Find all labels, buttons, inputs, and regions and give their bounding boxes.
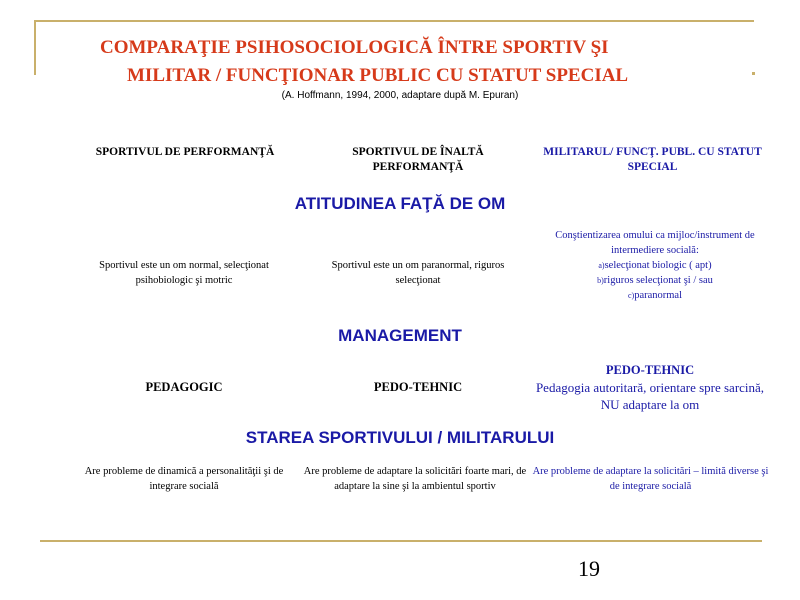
management-cell-high-performance: PEDO-TEHNIC bbox=[373, 380, 463, 394]
column-header-high-performance: SPORTIVUL DE ÎNALTĂ PERFORMANŢĂ bbox=[352, 146, 484, 173]
frame-bottom-line bbox=[40, 540, 762, 542]
item-text: paranormal bbox=[634, 290, 683, 301]
section-heading-attitude: ATITUDINEA FAŢĂ DE OM bbox=[294, 194, 506, 213]
item-text: selecţionat biologic ( apt) bbox=[604, 260, 712, 271]
section-heading-management: MANAGEMENT bbox=[338, 326, 462, 345]
item-marker: a) bbox=[598, 261, 605, 270]
section-heading-state: STAREA SPORTIVULUI / MILITARULUI bbox=[245, 428, 555, 447]
attitude-military-item-c bbox=[540, 288, 770, 303]
column-header-performance: SPORTIVUL DE PERFORMANŢĂ bbox=[95, 146, 275, 158]
management-military-text: Pedagogia autoritară, orientare spre sarcină, NU adaptare la om bbox=[535, 380, 765, 412]
slide-title-line-2: MILITAR / FUNCŢIONAR PUBLIC CU STATUT SPECIAL bbox=[127, 65, 629, 86]
column-header-military: MILITARUL/ FUNCŢ. PUBL. CU STATUT SPECIAL bbox=[543, 146, 762, 173]
attitude-military-item-b bbox=[540, 273, 770, 288]
state-cell-military: Are probleme de adaptare la solicitări – limită diverse şi de integrare socială bbox=[532, 466, 769, 492]
attitude-military-intro: Conştientizarea omului ca mijloc/instrument de intermediere socială: bbox=[555, 230, 755, 256]
source-citation: (A. Hoffmann, 1994, 2000, adaptare după M. Epuran) bbox=[281, 90, 519, 101]
frame-left-line bbox=[34, 20, 36, 75]
state-cell-high-performance: Are probleme de adaptare la solicitări foarte mari, de adaptare la sine şi la ambientul sportiv bbox=[303, 466, 527, 492]
state-cell-performance: Are probleme de dinamică a personalităţii şi de integrare socială bbox=[84, 466, 284, 492]
item-marker: c) bbox=[627, 291, 635, 300]
attitude-cell-military bbox=[540, 228, 770, 303]
management-military-title: PEDO-TEHNIC bbox=[605, 363, 695, 377]
frame-top-line bbox=[34, 20, 754, 22]
attitude-cell-performance: Sportivul este un om normal, selecţionat psihobiologic şi motric bbox=[99, 260, 269, 286]
attitude-military-item-a bbox=[540, 258, 770, 273]
management-cell-military bbox=[525, 362, 775, 413]
slide-title bbox=[80, 34, 760, 90]
page-number: 19 bbox=[578, 556, 600, 581]
attitude-cell-high-performance: Sportivul este un om paranormal, riguros selecţionat bbox=[331, 260, 505, 286]
management-cell-performance: PEDAGOGIC bbox=[145, 380, 223, 394]
item-marker: b) bbox=[597, 276, 604, 285]
item-text: riguros selecţionat şi / sau bbox=[603, 275, 713, 286]
slide-title-line-1: COMPARAŢIE PSIHOSOCIOLOGICĂ ÎNTRE SPORTIV ŞI bbox=[100, 37, 609, 58]
